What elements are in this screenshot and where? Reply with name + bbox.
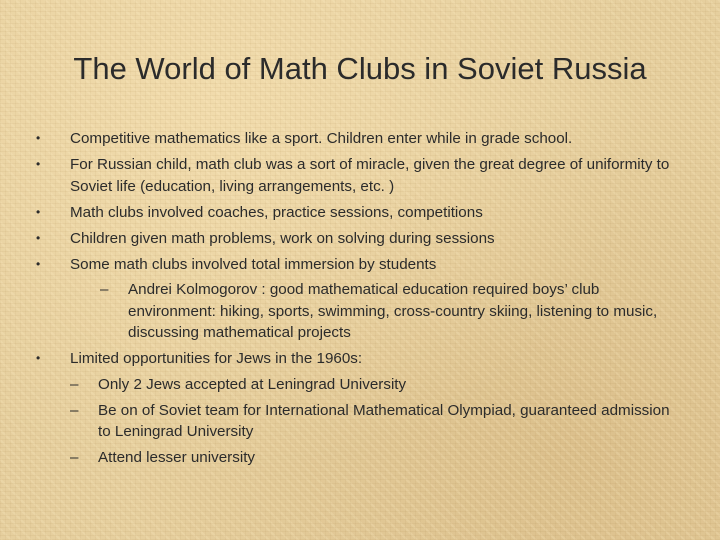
sub-bullet-item (100, 279, 686, 344)
bullet-text: Competitive mathematics like a sport. Children enter while in grade school. (70, 130, 573, 147)
bullet-marker: • (36, 131, 41, 145)
bullet-marker: • (36, 230, 41, 245)
sub-bullet-list (100, 279, 686, 344)
dash-marker: – (70, 375, 79, 393)
sub-bullet-item (70, 374, 686, 396)
bullet-list (36, 128, 686, 473)
bullet-text: Math clubs involved coaches, practice sessions, competitions (70, 203, 483, 221)
sub-bullet-text: Attend lesser university (98, 449, 256, 467)
bullet-item (36, 202, 686, 224)
bullet-marker: • (36, 256, 41, 271)
bullet-marker: • (36, 204, 41, 219)
sub-bullet-list (70, 374, 686, 469)
sub-bullet-item (70, 400, 686, 443)
bullet-marker: • (36, 156, 41, 171)
bullet-marker: • (36, 351, 41, 366)
dash-marker: – (70, 401, 79, 419)
bullet-item (36, 254, 686, 344)
bullet-text: Some math clubs involved total immersion by students (70, 255, 437, 273)
bullet-item (36, 228, 686, 250)
bullet-item (36, 154, 686, 197)
bullet-text: Limited opportunities for Jews in the 1960s: (70, 350, 363, 368)
sub-bullet-text: Be on of Soviet team for International Mathematical Olympiad, guaranteed admission to Leningrad University (98, 401, 670, 441)
bullet-item (36, 348, 686, 469)
bullet-text: Children given math problems, work on solving during sessions (70, 229, 495, 247)
dash-marker: – (100, 281, 109, 299)
dash-marker: – (70, 449, 79, 467)
slide-title: The World of Math Clubs in Soviet Russia (73, 51, 647, 86)
sub-bullet-item (70, 447, 686, 469)
bullet-item (36, 128, 686, 150)
sub-bullet-text: Only 2 Jews accepted at Leningrad University (98, 375, 407, 393)
sub-bullet-text: Andrei Kolmogorov : good mathematical education required boys’ club environment: hiking, sports, swimming, cross-country skiing, listening to music, discussing mathematical projects (128, 281, 658, 342)
bullet-text: For Russian child, math club was a sort of miracle, given the great degree of uniformity to Soviet life (education, living arrangements, etc. ) (70, 155, 670, 195)
